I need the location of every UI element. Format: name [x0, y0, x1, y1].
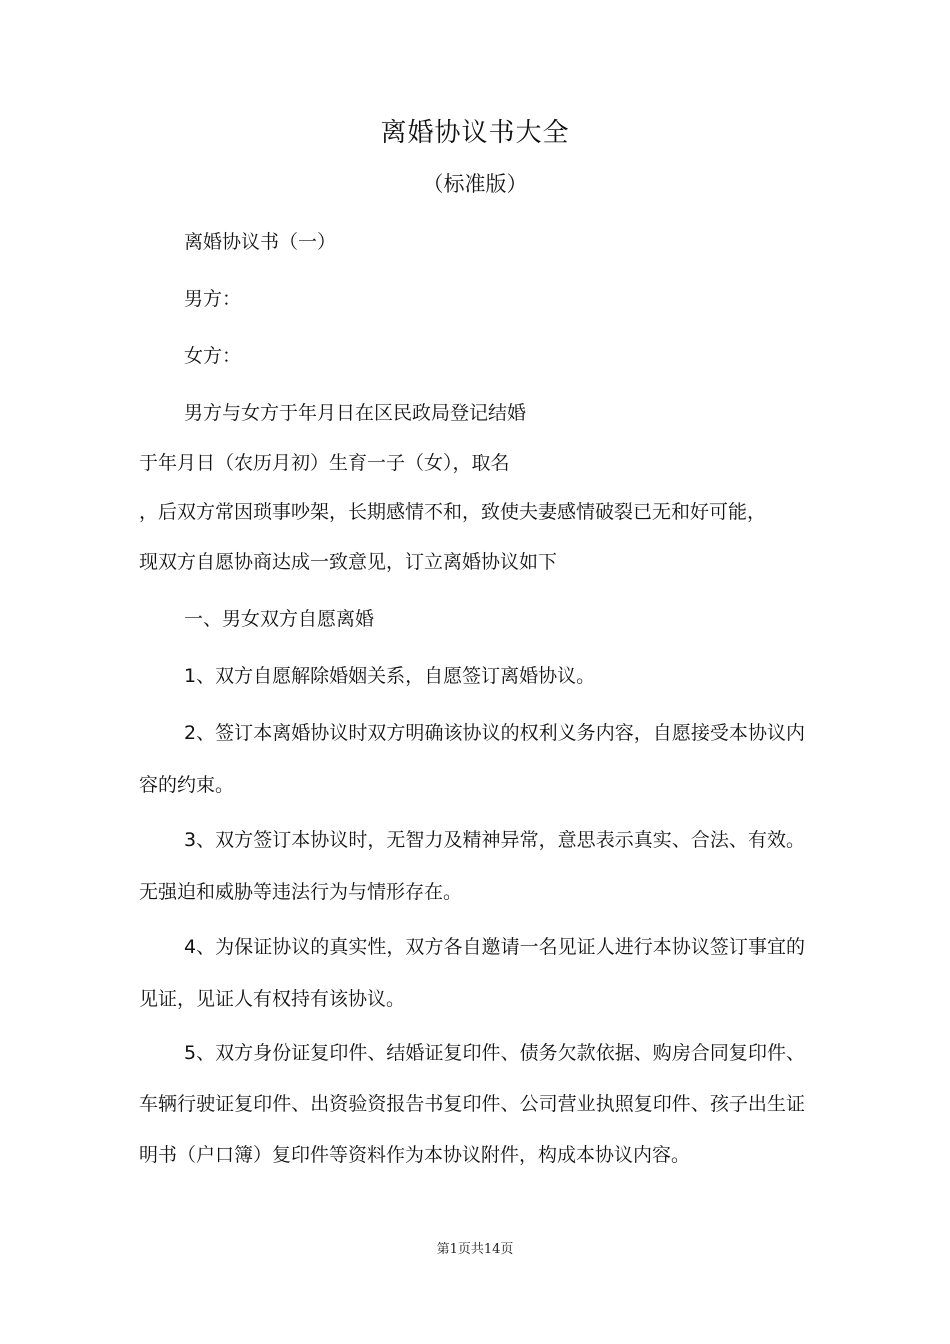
- footer-middle: 页共: [457, 1242, 484, 1257]
- wife-label: 女方：: [184, 345, 242, 367]
- intro-line-2: 于年月日（农历月初）生育一子（女），取名: [139, 452, 510, 474]
- footer-suffix: 页: [500, 1242, 514, 1257]
- page-footer: [0, 1238, 950, 1257]
- intro-line-1: 男方与女方于年月日在区民政局登记结婚: [184, 402, 527, 424]
- footer-current-page: 1: [449, 1242, 458, 1257]
- clause-item-2: 2、签订本离婚协议时双方明确该协议的权利义务内容，自愿接受本协议内容的约束。: [139, 722, 805, 796]
- document-subtitle: （标准版）: [422, 172, 528, 196]
- clause-item-5: 5、双方身份证复印件、结婚证复印件、债务欠款依据、购房合同复印件、车辆行驶证复印件、出资验资报告书复印件、公司营业执照复印件、孩子出生证明书（户口簿）复印件等资料作为本协议附件，构成本协议内容。: [139, 1042, 805, 1166]
- footer-total-pages: 14: [483, 1242, 501, 1257]
- section-heading: 离婚协议书（一）: [184, 231, 337, 253]
- clause-item-1: 1、双方自愿解除婚姻关系，自愿签订离婚协议。: [184, 665, 596, 687]
- document-title: 离婚协议书大全: [380, 118, 570, 148]
- clause-1-heading: 一、男女双方自愿离婚: [184, 608, 375, 630]
- intro-line-4: 现双方自愿协商达成一致意见，订立离婚协议如下: [139, 551, 558, 573]
- husband-label: 男方：: [184, 288, 242, 310]
- clause-item-4: 4、为保证协议的真实性，双方各自邀请一名见证人进行本协议签订事宜的见证，见证人有权持有该协议。: [139, 936, 805, 1010]
- intro-line-3: ，后双方常因琐事吵架，长期感情不和，致使夫妻感情破裂已无和好可能，: [139, 501, 767, 523]
- footer-prefix: 第: [436, 1242, 450, 1257]
- clause-item-3: 3、双方签订本协议时，无智力及精神异常，意思表示真实、合法、有效。无强迫和威胁等违法行为与情形存在。: [139, 829, 805, 903]
